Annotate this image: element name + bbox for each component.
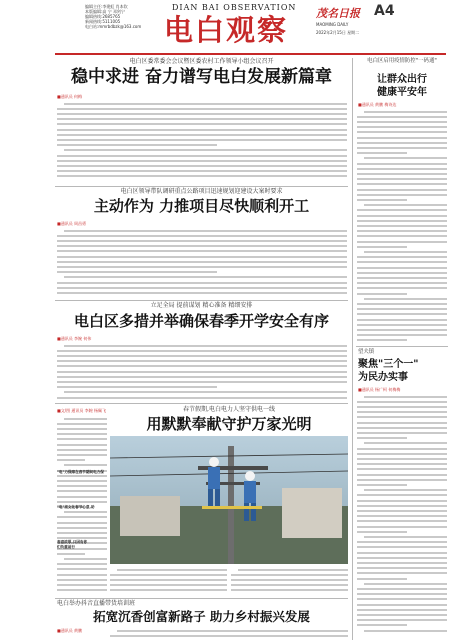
story1-headline: 稳中求进 奋力谱写电白发展新篇章 <box>71 67 332 87</box>
story5-headline: 拓宽沉香创富新路子 助力乡村振兴发展 <box>93 609 310 624</box>
story4-subhead: "电"力保障在春节期间电力保 <box>57 470 104 474</box>
text-line-placeholder <box>357 541 447 543</box>
text-line-placeholder <box>57 170 347 172</box>
text-line-placeholder <box>357 131 447 133</box>
text-line-placeholder <box>357 526 447 528</box>
text-line-placeholder <box>57 134 347 136</box>
text-line-placeholder <box>64 149 347 151</box>
text-line-placeholder <box>57 355 347 357</box>
text-line-placeholder <box>357 422 447 424</box>
power-workers-photo <box>110 436 348 564</box>
text-line-placeholder <box>357 567 447 569</box>
sidebar2-text <box>357 394 447 638</box>
text-line-placeholder <box>357 173 447 175</box>
masthead <box>0 0 450 58</box>
editor-line: 新闻热线:5111005 <box>85 19 121 24</box>
text-line-placeholder <box>57 261 347 263</box>
text-line-placeholder <box>357 339 407 341</box>
story4-text <box>110 567 227 597</box>
text-line-placeholder <box>357 308 447 310</box>
text-line-placeholder <box>57 381 347 383</box>
story4-photo <box>110 436 348 564</box>
text-line-placeholder <box>357 168 447 170</box>
text-line-placeholder <box>357 287 447 289</box>
text-line-placeholder <box>357 562 447 564</box>
text-line-placeholder <box>357 329 447 331</box>
text-line-placeholder <box>357 572 447 574</box>
text-line-placeholder <box>357 416 447 418</box>
text-line-placeholder <box>364 442 447 444</box>
text-line-placeholder <box>357 515 447 517</box>
text-line-placeholder <box>357 137 447 139</box>
text-line-placeholder <box>357 401 447 403</box>
text-line-placeholder <box>357 230 447 232</box>
text-line-placeholder <box>364 204 447 206</box>
text-line-placeholder <box>357 126 447 128</box>
text-line-placeholder <box>231 589 348 591</box>
text-line-placeholder <box>364 489 447 491</box>
sidebar1-text <box>357 109 447 343</box>
text-line-placeholder <box>57 371 347 373</box>
story3-byline: ■通讯员 李婉 何伟 <box>57 336 92 341</box>
story1-byline: ■通讯员 何梅 <box>57 94 83 99</box>
text-line-placeholder <box>357 324 447 326</box>
editor-line: 编辑热线:2685765 <box>85 14 121 19</box>
text-line-placeholder <box>64 230 347 232</box>
text-line-placeholder <box>57 175 347 177</box>
text-line-placeholder <box>357 215 447 217</box>
text-line-placeholder <box>364 298 447 300</box>
text-line-placeholder <box>357 256 447 258</box>
text-line-placeholder <box>357 505 447 507</box>
story5-body <box>110 628 348 640</box>
text-line-placeholder <box>57 376 347 378</box>
text-line-placeholder <box>364 583 447 585</box>
text-line-placeholder <box>357 152 407 154</box>
text-line-placeholder <box>57 240 347 242</box>
text-line-placeholder <box>57 235 347 237</box>
story3-body <box>57 343 347 401</box>
text-line-placeholder <box>357 282 447 284</box>
section-rule <box>55 186 348 187</box>
text-line-placeholder <box>357 319 447 321</box>
text-line-placeholder <box>357 609 447 611</box>
masthead-rule <box>55 53 446 55</box>
text-line-placeholder <box>64 558 107 560</box>
text-line-placeholder <box>57 449 107 451</box>
text-line-placeholder <box>357 183 447 185</box>
text-line-placeholder <box>357 598 447 600</box>
story2-byline: ■通讯员 周昌勇 <box>57 221 87 226</box>
editor-line: 编辑主任:李建虹 肖本钦 <box>85 4 128 9</box>
text-line-placeholder <box>357 142 447 144</box>
section-rule <box>55 300 348 301</box>
editor-line: 电白站:mmrbdbzk@163.com <box>85 24 142 29</box>
text-line-placeholder <box>357 406 447 408</box>
sidebar2-headline <box>358 358 446 384</box>
story4-subheads <box>57 470 107 550</box>
text-line-placeholder <box>357 178 447 180</box>
text-line-placeholder <box>57 444 107 446</box>
sidebar1-headline-line: 让群众出行 <box>377 74 427 85</box>
text-line-placeholder <box>357 194 447 196</box>
text-line-placeholder <box>357 619 447 621</box>
text-line-placeholder <box>57 360 347 362</box>
text-line-placeholder <box>110 579 227 581</box>
text-line-placeholder <box>57 123 347 125</box>
text-line-placeholder <box>57 584 107 586</box>
text-line-placeholder <box>357 189 447 191</box>
text-line-placeholder <box>57 155 347 157</box>
text-line-placeholder <box>357 437 407 439</box>
text-line-placeholder <box>357 147 447 149</box>
text-line-placeholder <box>357 510 447 512</box>
text-line-placeholder <box>357 588 447 590</box>
text-line-placeholder <box>117 569 227 571</box>
text-line-placeholder <box>357 546 447 548</box>
sidebar1-headline <box>356 73 448 99</box>
text-line-placeholder <box>57 144 217 146</box>
story3-kicker: 立足全局 提前谋划 精心准备 精细安排 <box>150 302 253 309</box>
text-line-placeholder <box>57 423 107 425</box>
story4-subhead: "电"亮文化春节心意,助 <box>57 505 95 509</box>
text-line-placeholder <box>357 303 447 305</box>
text-line-placeholder <box>364 536 447 538</box>
text-line-placeholder <box>357 277 447 279</box>
story4-body-left <box>110 567 227 597</box>
story4-text <box>231 567 348 597</box>
text-line-placeholder <box>357 209 447 211</box>
text-line-placeholder <box>57 292 347 294</box>
text-line-placeholder <box>57 266 347 268</box>
text-line-placeholder <box>357 463 447 465</box>
sidebar1-body <box>357 109 447 343</box>
text-line-placeholder <box>357 313 447 315</box>
text-line-placeholder <box>57 563 107 565</box>
text-line-placeholder <box>64 103 347 105</box>
text-line-placeholder <box>357 557 447 559</box>
text-line-placeholder <box>357 531 407 533</box>
text-line-placeholder <box>57 579 107 581</box>
story3-text <box>57 343 347 401</box>
text-line-placeholder <box>357 578 407 580</box>
text-line-placeholder <box>357 520 447 522</box>
story4-kicker: 春节假期,电白电力人坚守供电一线 <box>183 406 275 413</box>
sidebar1-headline-line: 健康平安年 <box>377 87 427 98</box>
story1-kicker: 电白区委常委会会议暨区委农村工作领导小组会议召开 <box>129 58 274 65</box>
sidebar2-headline-line: 为民办实事 <box>358 372 408 383</box>
text-line-placeholder <box>357 293 407 295</box>
story4-headline: 用默默奉献守护万家光明 <box>146 415 312 433</box>
text-line-placeholder <box>57 160 347 162</box>
sidebar2-byline: ■通讯员 杨广柯 何梅梅 <box>358 387 401 392</box>
text-line-placeholder <box>57 245 347 247</box>
text-line-placeholder <box>57 113 347 115</box>
editor-line: 本版编辑:高 宁 邓剑宁 <box>85 9 125 14</box>
story1-text <box>57 101 347 184</box>
text-line-placeholder <box>357 246 407 248</box>
text-line-placeholder <box>364 111 447 113</box>
section-rule <box>55 598 348 599</box>
sidebar-divider <box>352 58 353 640</box>
text-line-placeholder <box>57 256 347 258</box>
text-line-placeholder <box>357 614 447 616</box>
text-line-placeholder <box>57 428 107 430</box>
text-line-placeholder <box>357 220 447 222</box>
story2-kicker: 电白区领导带队调研重点公路项目迅速规划迎建设大案时要求 <box>120 188 283 195</box>
text-line-placeholder <box>231 584 348 586</box>
text-line-placeholder <box>231 574 348 576</box>
text-line-placeholder <box>357 494 447 496</box>
text-line-placeholder <box>357 199 407 201</box>
text-line-placeholder <box>57 365 347 367</box>
text-line-placeholder <box>357 334 447 336</box>
text-line-placeholder <box>57 454 107 456</box>
text-line-placeholder <box>57 129 347 131</box>
text-line-placeholder <box>357 121 447 123</box>
story5-byline: ■通讯员 黄鹏 <box>57 628 83 633</box>
text-line-placeholder <box>357 448 447 450</box>
story5-kicker: 电白举办抖音直播带货培训班 <box>57 600 136 607</box>
sidebar2-kicker: 望夫镇 <box>358 349 375 355</box>
story4-body-right <box>231 567 348 597</box>
text-line-placeholder <box>57 438 107 440</box>
text-line-placeholder <box>57 397 347 399</box>
text-line-placeholder <box>57 108 347 110</box>
text-line-placeholder <box>364 396 447 398</box>
masthead-english-title: DIAN BAI OBSERVATION <box>172 3 297 12</box>
sidebar2-headline-line: 聚焦"三个一" <box>358 359 419 370</box>
text-line-placeholder <box>357 474 447 476</box>
story4-byline: ■文/图 通讯员 李婉 杨佩飞 <box>57 408 106 413</box>
text-line-placeholder <box>357 624 407 626</box>
text-line-placeholder <box>110 635 348 637</box>
text-line-placeholder <box>110 574 227 576</box>
text-line-placeholder <box>357 604 447 606</box>
story1-body <box>57 101 347 184</box>
text-line-placeholder <box>57 589 107 591</box>
text-line-placeholder <box>357 500 447 502</box>
text-line-placeholder <box>357 458 447 460</box>
text-line-placeholder <box>57 350 347 352</box>
text-line-placeholder <box>364 157 447 159</box>
text-line-placeholder <box>64 418 107 420</box>
story4-subhead: 春意浓厚,只因有你 <box>57 540 88 544</box>
sidebar1-kicker: 电白区启用疫情防控"一码通" <box>367 58 437 64</box>
masthead-chinese-title: 电白观察 <box>164 13 289 47</box>
story2-text <box>57 228 347 298</box>
paper-logo: 茂名日报 <box>316 7 360 20</box>
text-line-placeholder <box>57 139 347 141</box>
text-line-placeholder <box>57 433 107 435</box>
text-line-placeholder <box>357 593 447 595</box>
text-line-placeholder <box>357 241 447 243</box>
text-line-placeholder <box>357 225 447 227</box>
text-line-placeholder <box>110 584 227 586</box>
story4-subhead: 们负重前行 <box>57 545 75 549</box>
editor-info <box>85 4 141 29</box>
section-rule <box>55 403 348 404</box>
text-line-placeholder <box>357 235 447 237</box>
text-line-placeholder <box>357 411 447 413</box>
paper-name: MAOMING DAILY <box>316 22 349 27</box>
text-line-placeholder <box>364 251 447 253</box>
text-line-placeholder <box>57 459 85 461</box>
sidebar1-byline: ■通讯员 黄鹏 梅诗达 <box>358 102 397 107</box>
text-line-placeholder <box>64 345 347 347</box>
text-line-placeholder <box>57 282 347 284</box>
text-line-placeholder <box>238 569 348 571</box>
text-line-placeholder <box>57 165 347 167</box>
story2-body <box>57 228 347 298</box>
text-line-placeholder <box>57 386 217 388</box>
story2-headline: 主动作为 力推项目尽快顺利开工 <box>93 197 310 215</box>
text-line-placeholder <box>357 432 447 434</box>
text-line-placeholder <box>357 272 447 274</box>
text-line-placeholder <box>364 630 447 632</box>
text-line-placeholder <box>64 464 107 466</box>
text-line-placeholder <box>357 453 447 455</box>
story5-text <box>110 628 348 640</box>
section-rule <box>356 346 448 347</box>
text-line-placeholder <box>357 552 447 554</box>
text-line-placeholder <box>357 468 447 470</box>
text-line-placeholder <box>57 287 347 289</box>
text-line-placeholder <box>57 574 107 576</box>
sidebar2-body <box>357 394 447 638</box>
text-line-placeholder <box>231 579 348 581</box>
text-line-placeholder <box>357 267 447 269</box>
text-line-placeholder <box>57 271 217 273</box>
text-line-placeholder <box>64 276 347 278</box>
issue-date: 2022年2月15日 星期二 <box>316 30 360 35</box>
text-line-placeholder <box>64 391 347 393</box>
text-line-placeholder <box>57 118 347 120</box>
text-line-placeholder <box>357 427 447 429</box>
text-line-placeholder <box>357 484 407 486</box>
story3-headline: 电白区多措并举确保春季开学安全有序 <box>73 312 329 330</box>
page-number: A4 <box>374 3 395 19</box>
text-line-placeholder <box>117 630 348 632</box>
text-line-placeholder <box>110 589 227 591</box>
text-line-placeholder <box>57 250 347 252</box>
text-line-placeholder <box>357 479 447 481</box>
text-line-placeholder <box>357 261 447 263</box>
text-line-placeholder <box>357 163 447 165</box>
text-line-placeholder <box>57 568 107 570</box>
text-line-placeholder <box>57 553 85 555</box>
text-line-placeholder <box>357 116 447 118</box>
